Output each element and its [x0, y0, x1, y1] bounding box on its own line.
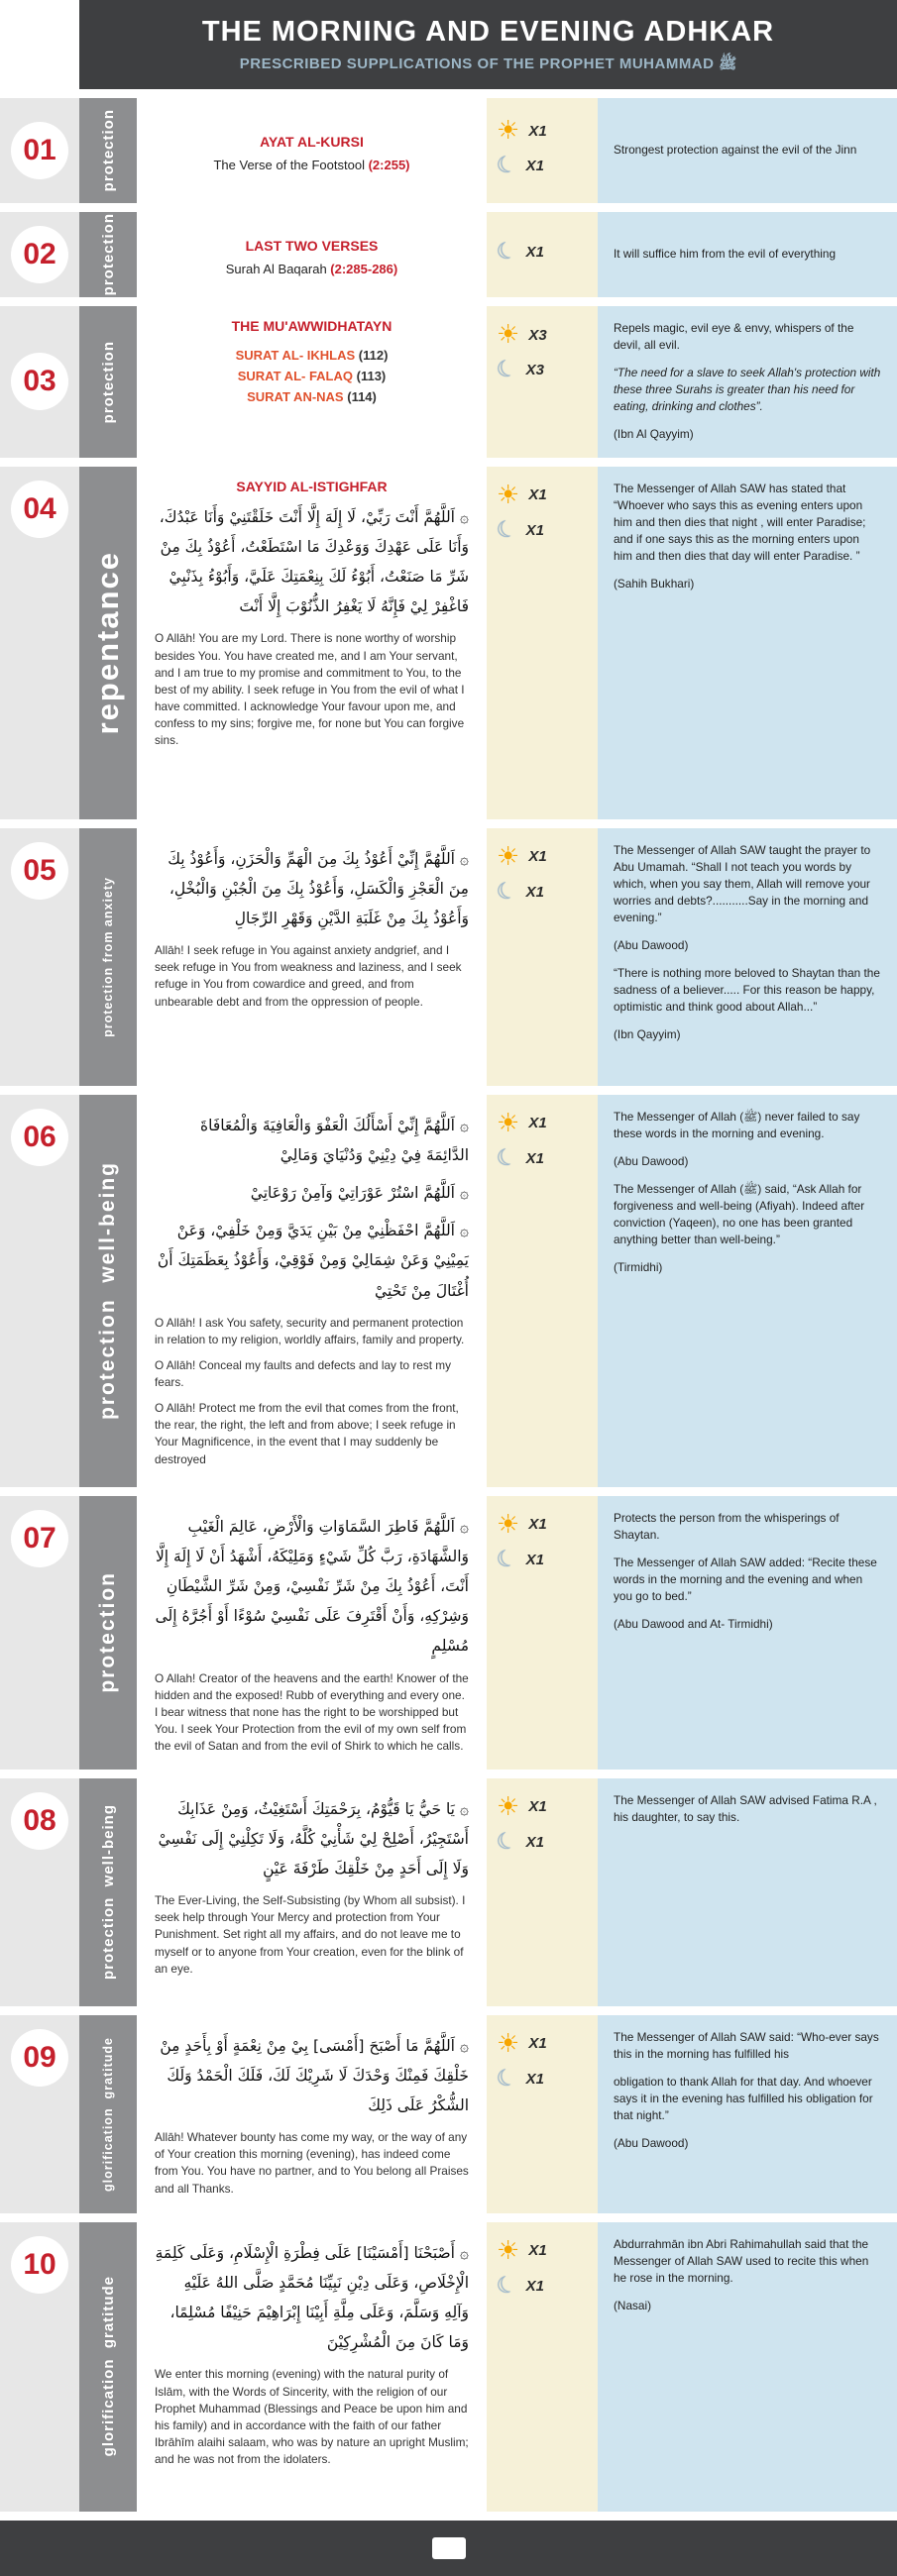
adhkar-row-09: [0, 2015, 897, 2213]
evening-frequency: [493, 1142, 588, 1174]
row-number-badge: 03: [11, 353, 68, 410]
commentary-text: Abdurrahmān ibn Abri Rahimahullah said that the Messenger of Allah SAW used to recite this when he rose in the morning.: [614, 2236, 869, 2285]
dua-title: SAYYID AL-ISTIGHFAR: [236, 478, 388, 494]
dua-content: [137, 1496, 487, 1770]
morning-frequency: [497, 118, 588, 144]
row-number-badge: 01: [11, 122, 68, 179]
morning-count: X1: [528, 2035, 547, 2053]
sun-icon: ☀: [497, 1791, 520, 1822]
surah-number: (112): [358, 348, 389, 363]
morning-frequency: [497, 1791, 588, 1822]
category-label: protection: [99, 213, 117, 296]
commentary-column: [598, 306, 897, 458]
moon-icon: ☾: [493, 354, 520, 385]
moon-icon: ☾: [493, 235, 520, 268]
dua-reference: (2:255): [368, 157, 410, 172]
adhkar-row-05: [0, 828, 897, 1086]
category-band: [79, 467, 137, 819]
morning-frequency: [497, 841, 588, 872]
row-number-badge: 06: [11, 1109, 68, 1166]
arabic-text: ۞ اَللَّهُمَّ فَاطِرَ السَّمَاوَاتِ وَالْأَرْضِ، عَالِمَ الْغَيْبِ وَالشَّهَادَةِ، رَبَّ كُلِّ شَيْءٍ وَمَلِيْكَهُ، أَشْهَدُ أَنْ لَا إِلَهَ إِلَّا أَنْتَ، أَعُوْذُ بِكَ مِنْ شَرِّ نَفْسِيْ، وَمِنْ شَرِّ الشَّيْطَانِ وَشِرْكِهِ، وَأَنْ أَقْتَرِفَ عَلَى نَفْسِيْ سُوْءًا أَوْ أَجُرَّهُ إِلَى مُسْلِمٍ: [155, 1517, 469, 1656]
row-number-badge: 04: [11, 481, 68, 538]
surah-name: SURAT AL- FALAQ: [237, 369, 353, 383]
dua-content: [137, 828, 487, 1086]
evening-frequency: [493, 235, 588, 268]
evening-frequency: [493, 876, 588, 908]
morning-count: X1: [528, 2242, 547, 2260]
page-title: THE MORNING AND EVENING ADHKAR: [201, 16, 775, 48]
row-number-badge: 08: [11, 1792, 68, 1850]
page-footer: [0, 2521, 897, 2576]
commentary-text: The Messenger of Allah SAW added: “Recite these words in the morning and the evening and when you go to bed.”: [614, 1555, 877, 1603]
commentary-column: [598, 98, 897, 203]
moon-icon: ☾: [493, 1142, 520, 1174]
surah-name: SURAT AL- IKHLAS: [235, 348, 356, 363]
sun-icon: ☀: [497, 320, 520, 350]
row-number-column: [0, 1095, 79, 1487]
morning-frequency: [497, 1509, 588, 1540]
category-band: [79, 828, 137, 1086]
dua-content: [137, 1095, 487, 1487]
row-number-column: [0, 1496, 79, 1770]
row-number-column: [0, 306, 79, 458]
commentary-source: (Abu Dawood and At- Tirmidhi): [614, 1617, 773, 1632]
evening-frequency: [493, 514, 588, 546]
row-number-column: [0, 98, 79, 203]
row-number-column: [0, 1778, 79, 2006]
dua-title: LAST TWO VERSES: [245, 237, 379, 254]
evening-frequency: [493, 150, 588, 181]
category-band: [79, 306, 137, 458]
dua-subtitle-line: [147, 262, 477, 276]
evening-count: X1: [525, 1551, 544, 1568]
frequency-column: [487, 306, 598, 458]
footer-logo: [432, 2537, 466, 2559]
surah-number: (113): [356, 369, 387, 383]
commentary-text: Protects the person from the whisperings of Shaytan.: [614, 1510, 840, 1542]
translation-text: O Allāh! You are my Lord. There is none worthy of worship besides You. You have created me, and I am Your servant, and I am true to my promise and commitment to You, to the best of my ability. I seek refuge in You from the evil of what I have committed. I acknowledge Your favour upon me, and confess to my sins; forgive me, for none but You can forgive sins.: [155, 631, 465, 747]
category-label: glorification gratitude: [101, 2036, 115, 2192]
commentary-column: [598, 212, 897, 297]
evening-count: X1: [525, 2277, 544, 2295]
translation-text: O Allāh! I ask You safety, security and permanent protection in relation to my religion, worldly affairs, family and property.: [155, 1315, 465, 1346]
commentary-quote: “The need for a slave to seek Allah's protection with these three Surahs is greater than his need for eating, drinking and clothes”.: [614, 366, 881, 414]
commentary-source: (Ibn Qayyim): [614, 1027, 681, 1042]
category-band: [79, 1095, 137, 1487]
page-header: [79, 0, 897, 89]
surah-name: SURAT AN-NAS: [247, 389, 344, 404]
sun-icon: ☀: [497, 116, 520, 146]
sun-icon: ☀: [497, 480, 520, 510]
frequency-column: [487, 1778, 598, 2006]
category-label: protection: [99, 340, 117, 423]
commentary-text: The Messenger of Allah SAW said: “Who-ever says this in the morning has fulfilled his: [614, 2029, 879, 2061]
dua-content: [137, 98, 487, 203]
dua-content: [137, 467, 487, 819]
morning-count: X3: [528, 326, 547, 344]
translation-text: We enter this morning (evening) with the natural purity of Islām, with the Words of Sincerity, with the religion of our Prophet Muhammad (Blessings and Peace be upon him and his family) and in accordance with the faith of our father Ibrāhīm alaihi salaam, who was by nature an upright Muslim; and he was not from the idolaters.: [155, 2367, 469, 2466]
morning-count: X1: [528, 486, 547, 504]
category-label: protection from anxiety: [101, 876, 115, 1037]
commentary-column: [598, 1095, 897, 1487]
row-number-column: [0, 2222, 79, 2512]
commentary-source: (Abu Dawood): [614, 938, 689, 953]
commentary-column: [598, 828, 897, 1086]
category-label: protection well-being: [96, 1161, 119, 1421]
translation-text: O Allāh! Protect me from the evil that comes from the front, the rear, the right, the left and from above; I seek refuge in Your Magnificence, in the event that I may suddenly be destroyed: [155, 1401, 459, 1466]
sun-icon: ☀: [497, 2235, 520, 2266]
page-subtitle: PRESCRIBED SUPPLICATIONS OF THE PROPHET MUHAMMAD ﷺ: [239, 55, 737, 72]
commentary-source: (Sahih Bukhari): [614, 577, 695, 591]
commentary-column: [598, 467, 897, 819]
morning-count: X1: [528, 1798, 547, 1816]
evening-count: X1: [525, 2070, 544, 2088]
morning-frequency: [497, 1108, 588, 1138]
category-label: repentance: [90, 550, 125, 735]
translation-text: Allāh! Whatever bounty has come my way, or the way of any of Your creation this morning (evening), has indeed come from You. You have no partner, and to You belong all Praises and all Thanks.: [155, 2130, 469, 2196]
translation-text: Allāh! I seek refuge in You against anxiety andgrief, and I seek refuge in You from weakness and laziness, and I seek refuge in You from cowardice and greed, and from unbearable debt and from the oppression of people.: [155, 943, 462, 1009]
arabic-text: ۞ أَصْبَحْنَا [أَمْسَيْنَا] عَلَى فِطْرَةِ الْإِسْلَامِ، وَعَلَى كَلِمَةِ الْإِخْلَاصِ، وَعَلَى دِيْنِ نَبِيِّنَا مُحَمَّدٍ صَلَّى اللهُ عَلَيْهِ وَآلِهِ وَسَلَّمَ، وَعَلَى مِلَّةِ أَبِيْنَا إِبْرَاهِيْمَ حَنِيْفًا مُسْلِمًا، وَمَا كَانَ مِنَ الْمُشْرِكِيْنَ: [155, 2243, 469, 2352]
frequency-column: [487, 467, 598, 819]
row-number-badge: 05: [11, 842, 68, 900]
row-number-column: [0, 2015, 79, 2213]
category-label: protection well-being: [99, 1804, 117, 1981]
commentary-text: Strongest protection against the evil of the Jinn: [614, 143, 857, 158]
surah-list: [155, 348, 469, 404]
dua-content: [137, 306, 487, 458]
frequency-column: [487, 2015, 598, 2213]
dua-content: [137, 2015, 487, 2213]
morning-count: X1: [528, 1115, 547, 1132]
dua-subtitle: The Verse of the Footstool: [213, 157, 365, 172]
category-band: [79, 98, 137, 203]
sun-icon: ☀: [497, 2028, 520, 2059]
category-label: protection: [99, 109, 117, 192]
frequency-column: [487, 98, 598, 203]
commentary-source: (Tirmidhi): [614, 1260, 663, 1275]
dua-title: AYAT AL-KURSI: [260, 133, 364, 150]
arabic-text: ۞ اَللَّهُمَّ مَا أَصْبَحَ [أَمْسَى] بِيْ مِنْ نِعْمَةٍ أَوْ بِأَحَدٍ مِنْ خَلْقِكَ فَمِنْكَ وَحْدَكَ لَا شَرِيْكَ لَكَ، فَلَكَ الْحَمْدُ وَلَكَ الشُّكْرُ عَلَى ذَلِكَ: [160, 2036, 469, 2114]
adhkar-row-07: [0, 1496, 897, 1770]
evening-count: X1: [525, 158, 544, 174]
commentary-text: obligation to thank Allah for that day. And whoever says it in the evening has fulfilled his obligation for that night.”: [614, 2074, 873, 2122]
evening-frequency: [493, 1826, 588, 1858]
evening-count: X1: [525, 521, 544, 539]
moon-icon: ☾: [493, 1544, 520, 1575]
moon-icon: ☾: [493, 1826, 520, 1858]
adhkar-row-02: [0, 212, 897, 297]
commentary-text: The Messenger of Allah (ﷺ) never failed to say these words in the morning and evening.: [614, 1109, 860, 1140]
adhkar-row-08: [0, 1778, 897, 2006]
evening-count: X1: [525, 1833, 544, 1851]
evening-count: X1: [525, 1149, 544, 1167]
dua-subtitle-line: [147, 158, 477, 172]
row-number-badge: 07: [11, 1510, 68, 1567]
arabic-text: ۞ اَللَّهُمَّ احْفَظْنِيْ مِنْ بَيْنِ يَدَيَّ وَمِنْ خَلْفِيْ، وَعَنْ يَمِيْنِيْ وَعَنْ شِمَالِيْ وَمِنْ فَوْقِيْ، وَأَعُوْذُ بِعَظَمَتِكَ أَنْ أُغْتَالَ مِنْ تَحْتِيْ: [157, 1222, 469, 1300]
sun-icon: ☀: [497, 1509, 520, 1540]
category-band: [79, 2015, 137, 2213]
category-band: [79, 2222, 137, 2512]
surah-item: [155, 348, 469, 363]
commentary-column: [598, 1778, 897, 2006]
row-number-column: [0, 212, 79, 297]
frequency-column: [487, 1095, 598, 1487]
adhkar-row-10: [0, 2222, 897, 2512]
category-band: [79, 1778, 137, 2006]
morning-count: X1: [528, 848, 547, 866]
frequency-column: [487, 1496, 598, 1770]
moon-icon: ☾: [493, 2270, 520, 2302]
adhkar-row-06: [0, 1095, 897, 1487]
evening-count: X3: [525, 362, 544, 378]
row-number-column: [0, 467, 79, 819]
translation-text: O Allāh! Conceal my faults and defects and lay to rest my fears.: [155, 1358, 452, 1390]
commentary-text: The Messenger of Allah (ﷺ) said, “Ask Allah for forgiveness and well-being (Afiyah). Indeed after conviction (Yaqeen), no one has been granted anything better than well-being.”: [614, 1181, 865, 1247]
surah-item: [155, 389, 469, 404]
arabic-text: ۞ اَللَّهُمَّ أَنْتَ رَبِّيْ، لَا إِلَهَ إِلَّا أَنْتَ خَلَقْتَنِيْ وَأَنَا عَبْدُكَ، وَأَنَا عَلَى عَهْدِكَ وَوَعْدِكَ مَا اسْتَطَعْتُ، أَعُوْذُ بِكَ مِنْ شَرِّ مَا صَنَعْتُ، أَبُوْءُ لَكَ بِنِعْمَتِكَ عَلَيَّ، وَأَبُوْءُ بِذَنْبِيْ فَاغْفِرْ لِيْ فَإِنَّهُ لَا يَغْفِرُ الذُّنُوْبَ إِلَّا أَنْتَ: [159, 507, 469, 616]
moon-icon: ☾: [493, 2063, 520, 2094]
arabic-text: ۞ اَللَّهُمَّ اسْتُرْ عَوْرَاتِيْ وَآمِنْ رَوْعَاتِيْ: [250, 1184, 469, 1202]
morning-count: X1: [528, 1516, 547, 1534]
evening-frequency: [493, 354, 588, 385]
commentary-text: The Messenger of Allah SAW advised Fatima R.A , his daughter, to say this.: [614, 1792, 877, 1824]
sun-icon: ☀: [497, 1108, 520, 1138]
commentary-text: Repels magic, evil eye & envy, whispers of the devil, all evil.: [614, 321, 854, 353]
surah-item: [155, 369, 469, 383]
morning-frequency: [497, 322, 588, 348]
row-number-badge: 02: [11, 226, 68, 283]
translation-text: The Ever-Living, the Self-Subsisting (by Whom all subsist). I seek help through Your Mercy and protection from Your Punishment. Set right all my affairs, and do not leave me to myself or to anyone from Your creation, even for the blink of an eye.: [155, 1893, 466, 1976]
moon-icon: ☾: [493, 514, 520, 546]
category-label: glorification gratitude: [99, 2276, 117, 2457]
morning-frequency: [497, 2235, 588, 2266]
category-band: [79, 212, 137, 297]
category-band: [79, 1496, 137, 1770]
arabic-text: ۞ اَللَّهُمَّ إِنِّيْ أَسْأَلُكَ الْعَفْوَ وَالْعَافِيَةَ وَالْمُعَافَاةَ الدَّائِمَةَ فِيْ دِيْنِيْ وَدُنْيَايَ وَمَالِيْ: [199, 1116, 469, 1164]
commentary-text: It will suffice him from the evil of everything: [614, 247, 837, 262]
evening-frequency: [493, 2063, 588, 2094]
dua-subtitle: Surah Al Baqarah: [225, 261, 327, 276]
commentary-source: (Nasai): [614, 2298, 652, 2312]
evening-frequency: [493, 1544, 588, 1575]
commentary-source: (Abu Dawood): [614, 2136, 689, 2151]
evening-count: X1: [525, 243, 544, 261]
moon-icon: ☾: [493, 150, 520, 181]
commentary-column: [598, 1496, 897, 1770]
morning-count: X1: [528, 122, 547, 140]
dua-content: [137, 212, 487, 297]
frequency-column: [487, 2222, 598, 2512]
commentary-source: (Ibn Al Qayyim): [614, 427, 694, 442]
row-number-badge: 10: [11, 2236, 68, 2294]
adhkar-row-01: [0, 98, 897, 203]
translation-text: O Allah! Creator of the heavens and the earth! Knower of the hidden and the exposed! Rubb of everything and every one. I bear witness that none has the right to be worshipped but You. I seek Your Protection from the evil of my own self from the evil of Satan and from the evil of Shirk to which he calls.: [155, 1670, 469, 1754]
row-number-column: [0, 828, 79, 1086]
commentary-column: [598, 2222, 897, 2512]
commentary-text: The Messenger of Allah SAW taught the prayer to Abu Umamah. “Shall I not teach you words by which, when you say them, Allah will remove your worries and debts?...........Say in the morning and evening.”: [614, 842, 871, 924]
dua-reference: (2:285-286): [330, 261, 398, 276]
moon-icon: ☾: [493, 876, 520, 908]
adhkar-row-03: [0, 306, 897, 458]
sun-icon: ☀: [497, 841, 520, 872]
frequency-column: [487, 828, 598, 1086]
morning-frequency: [497, 480, 588, 510]
dua-content: [137, 1778, 487, 2006]
dua-content: [137, 2222, 487, 2512]
frequency-column: [487, 212, 598, 297]
dua-title: THE MU'AWWIDHATAYN: [231, 318, 392, 334]
category-label: protection: [96, 1571, 119, 1693]
commentary-text: The Messenger of Allah SAW has stated that “Whoever who says this as evening enters upon him and then dies that night , will enter Paradise; and if one says this as the morning enters upon him and then dies that day will enter Paradise. ”: [614, 481, 866, 563]
commentary-quote: “There is nothing more beloved to Shaytan than the sadness of a believer..... For this reason be happy, optimistic and think good about Allah...”: [614, 966, 880, 1015]
commentary-source: (Abu Dawood): [614, 1153, 689, 1168]
evening-frequency: [493, 2270, 588, 2302]
surah-number: (114): [347, 389, 377, 404]
row-number-badge: 09: [11, 2029, 68, 2087]
arabic-text: ۞ يَا حَيُّ يَا قَيُّوْمُ، بِرَحْمَتِكَ أَسْتَغِيْثُ، وَمِنْ عَذَابِكَ أَسْتَجِيْرُ، أَصْلِحْ لِيْ شَأْنِيْ كُلَّهُ، وَلَا تَكِلْنِيْ إِلَى نَفْسِيْ وَلَا إِلَى أَحَدٍ مِنْ خَلْقِكَ طَرْفَةَ عَيْنٍ: [158, 1799, 469, 1878]
adhkar-row-04: [0, 467, 897, 819]
evening-count: X1: [525, 883, 544, 901]
arabic-text: ۞ اَللَّهُمَّ إِنِّيْ أَعُوْذُ بِكَ مِنَ الْهَمِّ وَالْحَزَنِ، وَأَعُوْذُ بِكَ مِنَ الْعَجْزِ وَالْكَسَلِ، وَأَعُوْذُ بِكَ مِنَ الْجُبْنِ وَالْبُخْلِ، وَأَعُوْذُ بِكَ مِنْ غَلَبَةِ الدَّيْنِ وَقَهْرِ الرِّجَالِ: [168, 849, 469, 927]
commentary-column: [598, 2015, 897, 2213]
morning-frequency: [497, 2028, 588, 2059]
